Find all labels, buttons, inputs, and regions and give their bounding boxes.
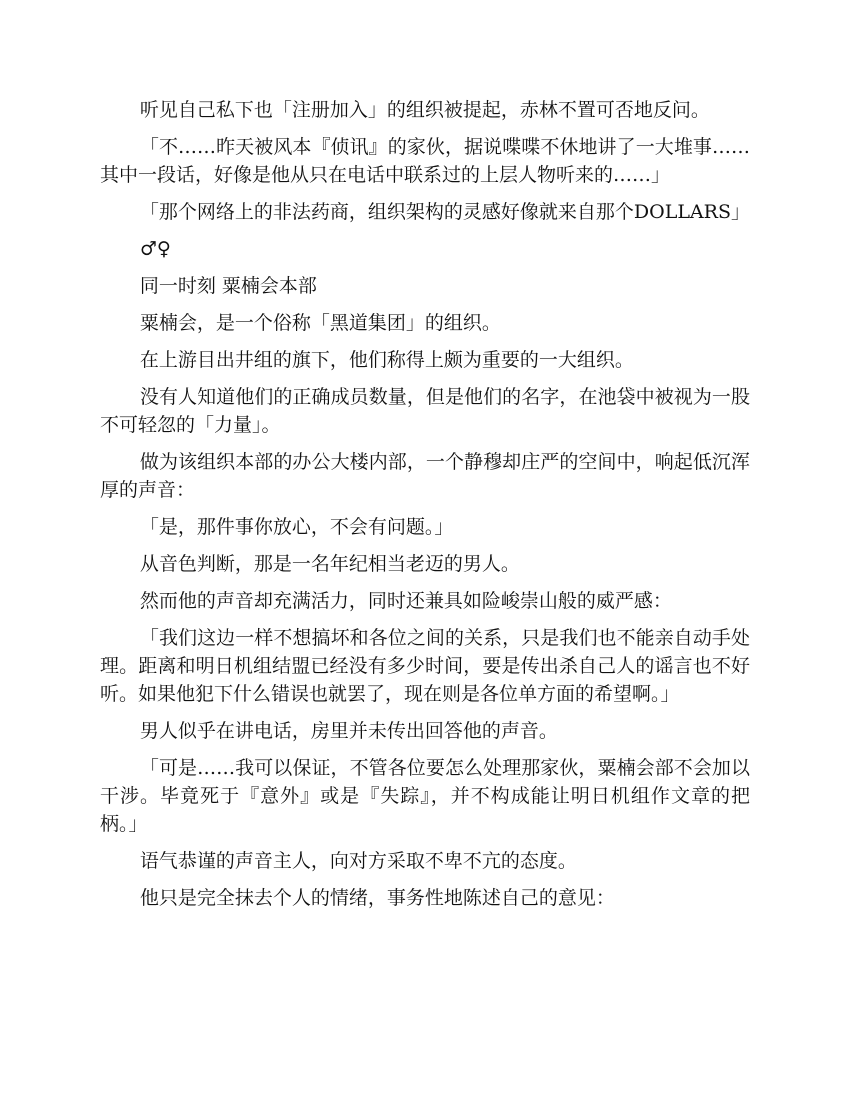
paragraph: 然而他的声音却充满活力，同时还兼具如险峻崇山般的威严感：: [139, 590, 672, 612]
document-page: [100, 96, 750, 921]
paragraph: 做为该组织本部的办公大楼内部，一个静穆却庄严的空间中，响起低沉浑厚的声音：: [100, 451, 750, 501]
paragraph: 从音色判断，那是一名年纪相当老迈的男人。: [139, 553, 520, 575]
paragraph: 语气恭谨的声音主人，向对方采取不卑不亢的态度。: [139, 850, 577, 872]
paragraph: 「可是……我可以保证，不管各位要怎么处理那家伙，粟楠会部不会加以干涉。毕竟死于『意外』或是『失踪』，并不构成能让明日机组作文章的把柄。」: [100, 757, 750, 835]
paragraph: 「那个网络上的非法药商，组织架构的灵感好像就来自那个DOLLARS」: [139, 201, 750, 223]
paragraph: 在上游目出井组的旗下，他们称得上颇为重要的一大组织。: [139, 349, 634, 371]
paragraph: 听见自己私下也「注册加入」的组织被提起，赤林不置可否地反问。: [139, 99, 710, 121]
paragraph: 男人似乎在讲电话，房里并未传出回答他的声音。: [139, 720, 558, 742]
paragraph: 粟楠会，是一个俗称「黑道集团」的组织。: [139, 312, 501, 334]
scene-break-symbol: ♂♀: [139, 238, 171, 260]
paragraph: 没有人知道他们的正确成员数量，但是他们的名字，在池袋中被视为一股不可轻忽的「力量」。: [100, 386, 750, 436]
paragraph: 「不……昨天被风本『侦讯』的家伙，据说喋喋不休地讲了一大堆事……其中一段话，好像是他从只在电话中联系过的上层人物听来的……」: [100, 136, 750, 186]
scene-heading: 同一时刻 粟楠会本部: [139, 275, 317, 297]
paragraph: 「是，那件事你放心，不会有问题。」: [139, 516, 454, 538]
paragraph: 他只是完全抹去个人的情绪，事务性地陈述自己的意见：: [139, 887, 615, 909]
paragraph: 「我们这边一样不想搞坏和各位之间的关系，只是我们也不能亲自动手处理。距离和明日机组结盟已经没有多少时间，要是传出杀自己人的谣言也不好听。如果他犯下什么错误也就罢了，现在则是各位单方面的希望啊。」: [100, 627, 750, 705]
